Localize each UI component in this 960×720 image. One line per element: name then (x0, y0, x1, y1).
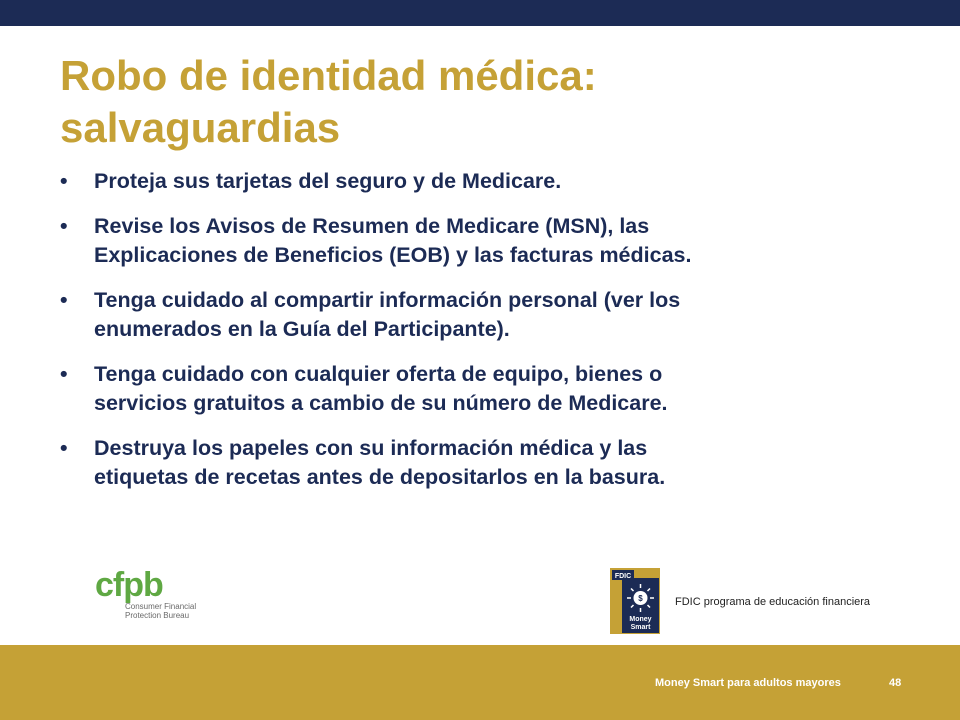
cfpb-logo (95, 568, 215, 630)
bullet-marker: • (60, 436, 68, 460)
bullet-marker: • (60, 288, 68, 312)
money-label: Money (629, 616, 652, 623)
bullet-item (60, 212, 910, 270)
cfpb-subtitle (125, 602, 215, 620)
bullet-text-line: Explicaciones de Beneficios (EOB) y las facturas médicas. (94, 243, 692, 267)
slide-title (60, 50, 920, 154)
bullet-marker: • (60, 169, 68, 193)
top-banner (0, 0, 960, 26)
cfpb-subtitle-line: Consumer Financial (125, 602, 197, 611)
title-line-1: Robo de identidad médica: (60, 52, 597, 99)
footer-title: Money Smart para adultos mayores (655, 677, 841, 689)
bullet-item (60, 286, 910, 344)
bullet-text-line: servicios gratuitos a cambio de su número de Medicare. (94, 391, 668, 415)
bullet-item (60, 167, 910, 196)
cfpb-subtitle-line: Protection Bureau (125, 611, 190, 620)
bullet-text-line: enumerados en la Guía del Participante). (94, 317, 510, 341)
bullet-marker: • (60, 214, 68, 238)
title-line-2: salvaguardias (60, 104, 341, 151)
bullet-item (60, 360, 910, 418)
money-smart-logo (610, 568, 660, 634)
dollar-icon: $ (638, 594, 643, 603)
bullet-text-line: Tenga cuidado con cualquier oferta de equipo, bienes o (94, 362, 663, 386)
bullet-text-line: Tenga cuidado al compartir información personal (ver los (94, 288, 681, 312)
bullet-list (60, 167, 910, 508)
fdic-label: FDIC (614, 573, 632, 580)
cfpb-wordmark: cfpb (95, 566, 163, 604)
fdic-caption: FDIC programa de educación financiera (675, 596, 871, 608)
smart-label: Smart (630, 624, 651, 631)
bullet-text-line: Revise los Avisos de Resumen de Medicare (MSN), las (94, 214, 650, 238)
bullet-text-line: Destruya los papeles con su información médica y las (94, 436, 648, 460)
page-number: 48 (889, 677, 902, 689)
bullet-text: Proteja sus tarjetas del seguro y de Medicare. (94, 169, 562, 193)
bullet-text-line: etiquetas de recetas antes de depositarlos en la basura. (94, 465, 666, 489)
bullet-marker: • (60, 362, 68, 386)
bullet-item (60, 434, 910, 492)
